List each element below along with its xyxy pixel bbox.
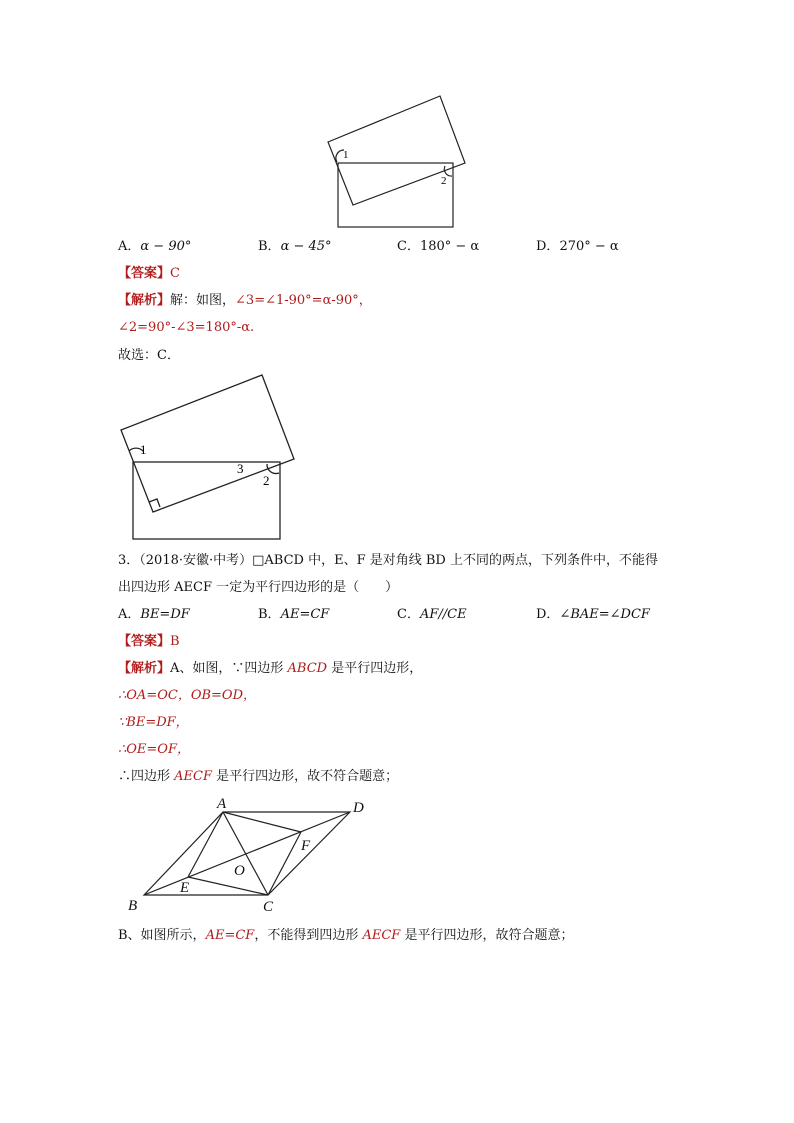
q3-stem-line-1: 3．（2018·安徽·中考）□ABCD 中，E、F 是对角线 BD 上不同的两点，下列条件中，不能得 bbox=[118, 553, 658, 568]
point-A: A bbox=[217, 796, 227, 812]
tilted-rectangle bbox=[328, 96, 465, 205]
segment-AF bbox=[223, 812, 301, 832]
figure-1-rectangles bbox=[320, 90, 480, 235]
segment-EC bbox=[188, 877, 268, 895]
diagonal-BD bbox=[144, 812, 350, 895]
figure-3-parallelogram bbox=[118, 792, 378, 917]
fig2-label-2: 2 bbox=[263, 473, 270, 488]
q3-answer: 【答案】B bbox=[118, 634, 180, 649]
lower-rectangle bbox=[338, 163, 453, 227]
point-C: C bbox=[263, 899, 274, 915]
q3-analysis-6: B、如图所示，AE=CF，不能得到四边形 AECF 是平行四边形，故符合题意； bbox=[118, 928, 574, 943]
point-O: O bbox=[234, 863, 245, 879]
point-F: F bbox=[301, 838, 311, 854]
point-D: D bbox=[353, 800, 364, 816]
point-B: B bbox=[128, 898, 138, 914]
figure-2-rectangles bbox=[112, 368, 307, 546]
q2-analysis-3: 故选：C． bbox=[118, 348, 180, 363]
fig1-label-1: 1 bbox=[343, 149, 349, 161]
q3-analysis-3: ∵BE=DF， bbox=[118, 715, 189, 730]
point-E: E bbox=[180, 880, 190, 896]
tilted-rectangle bbox=[121, 375, 294, 512]
q2-analysis-2: ∠2=90°-∠3=180°-α. bbox=[118, 320, 255, 335]
q2-answer: 【答案】C bbox=[118, 266, 180, 281]
q3-analysis-1: 【解析】A、如图，∵四边形 ABCD 是平行四边形， bbox=[118, 661, 423, 676]
lower-rectangle bbox=[133, 462, 280, 539]
q3-analysis-5: ∴四边形 AECF 是平行四边形，故不符合题意； bbox=[118, 769, 399, 784]
fig1-label-2: 2 bbox=[441, 175, 447, 187]
fig2-label-3: 3 bbox=[237, 461, 244, 476]
q3-analysis-4: ∴OE=OF， bbox=[118, 742, 190, 757]
q2-analysis-1: 【解析】解：如图，∠3=∠1-90°=α-90°， bbox=[118, 293, 372, 308]
segment-FC bbox=[268, 832, 301, 895]
diagonal-AC bbox=[223, 812, 268, 895]
fig2-label-1: 1 bbox=[140, 442, 147, 457]
q3-analysis-2: ∴OA=OC，OB=OD， bbox=[118, 688, 256, 703]
segment-AE bbox=[188, 812, 223, 877]
q3-stem-line-2: 出四边形 AECF 一定为平行四边形的是（ ） bbox=[118, 580, 399, 595]
